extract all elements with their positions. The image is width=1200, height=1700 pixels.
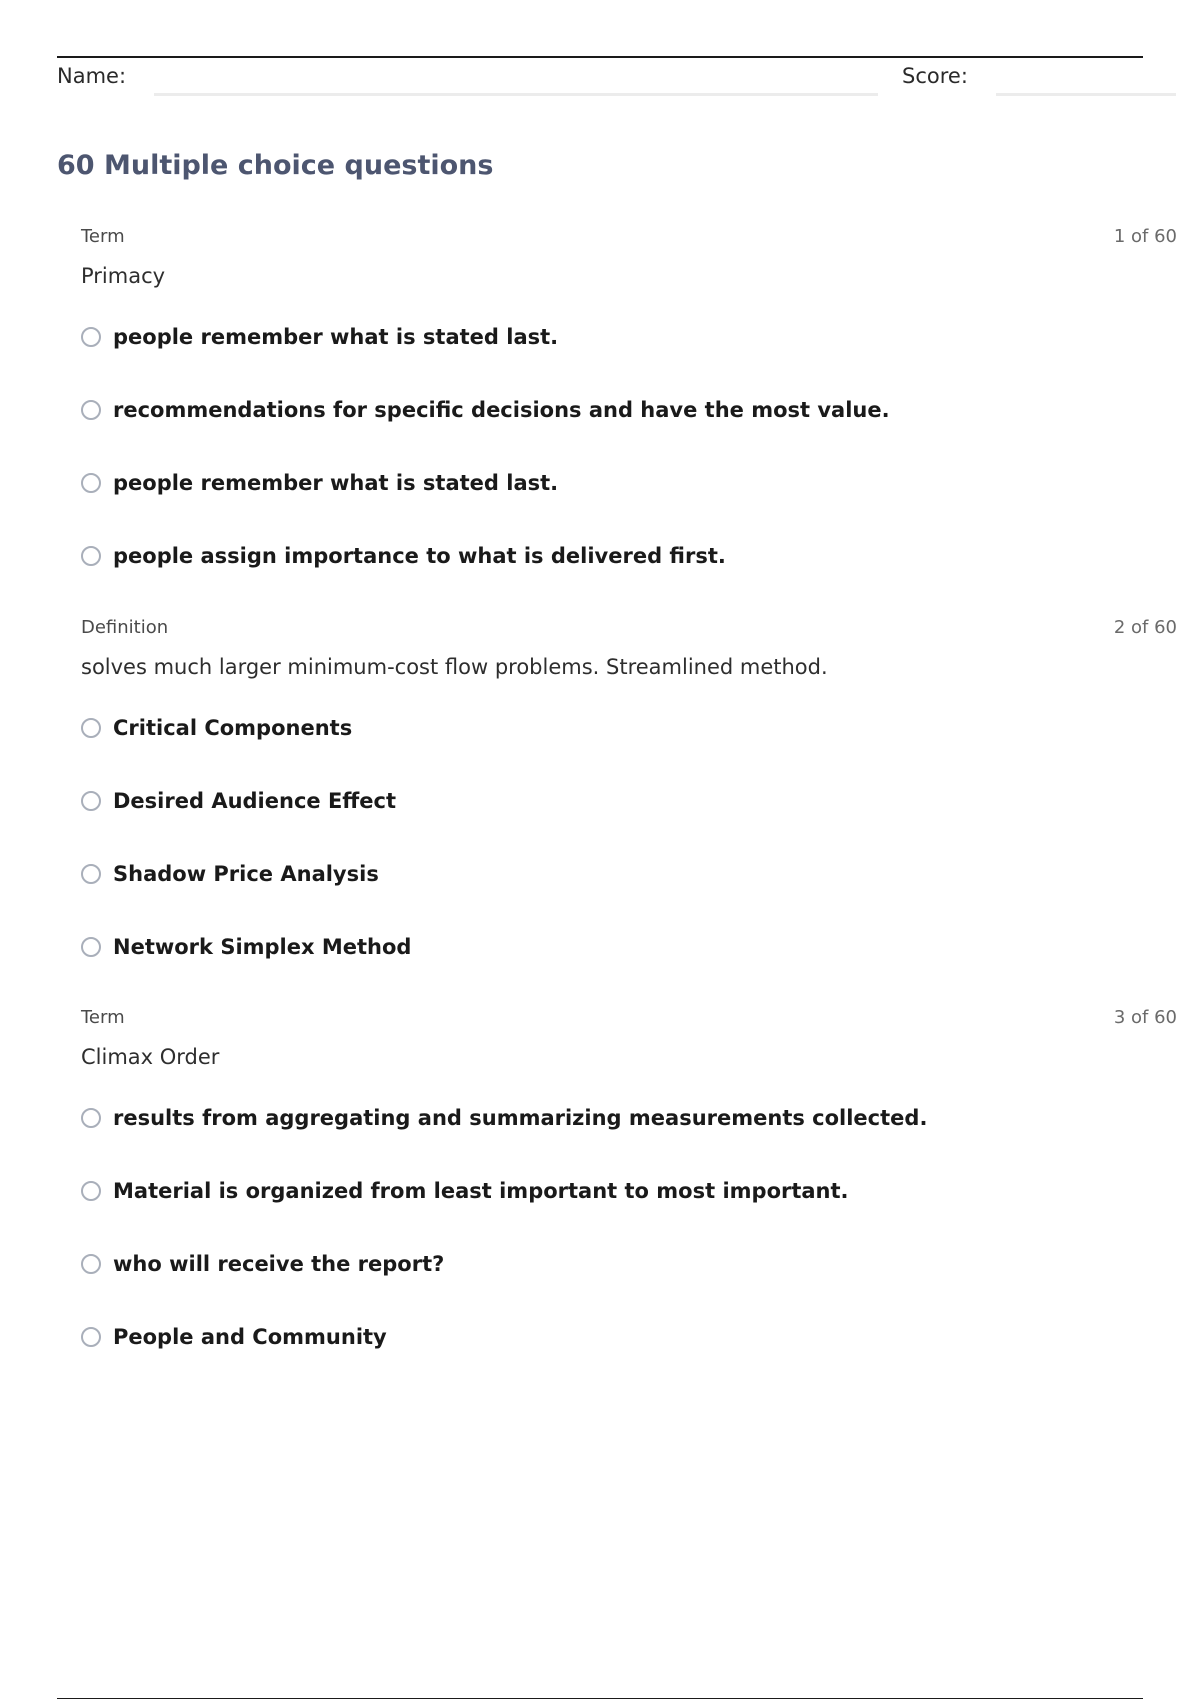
radio-icon[interactable] [81, 400, 101, 420]
answer-text: Shadow Price Analysis [113, 862, 379, 886]
question-counter: 2 of 60 [1113, 617, 1177, 638]
bottom-divider [57, 1698, 1143, 1699]
question-counter: 1 of 60 [1113, 226, 1177, 247]
answer-text: People and Community [113, 1325, 387, 1349]
question-prompt: solves much larger minimum-cost flow problems. Streamlined method. [81, 655, 828, 679]
answer-option[interactable] [81, 395, 890, 425]
answer-text: Critical Components [113, 716, 353, 740]
question-kind: Definition [81, 617, 169, 638]
radio-icon[interactable] [81, 1327, 101, 1347]
radio-icon[interactable] [81, 937, 101, 957]
answer-option[interactable] [81, 541, 726, 571]
answer-option[interactable] [81, 786, 396, 816]
question-prompt: Climax Order [81, 1045, 220, 1069]
answer-option[interactable] [81, 713, 352, 743]
radio-icon[interactable] [81, 864, 101, 884]
name-field[interactable] [154, 93, 878, 96]
score-field[interactable] [996, 93, 1176, 96]
answer-text: results from aggregating and summarizing measurements collected. [113, 1106, 928, 1130]
radio-icon[interactable] [81, 791, 101, 811]
radio-icon[interactable] [81, 327, 101, 347]
answer-option[interactable] [81, 322, 558, 352]
radio-icon[interactable] [81, 718, 101, 738]
answer-text: people remember what is stated last. [113, 471, 559, 495]
answer-text: people remember what is stated last. [113, 325, 559, 349]
question-kind: Term [81, 226, 125, 247]
radio-icon[interactable] [81, 1181, 101, 1201]
question-counter: 3 of 60 [1113, 1007, 1177, 1028]
radio-icon[interactable] [81, 1108, 101, 1128]
radio-icon[interactable] [81, 1254, 101, 1274]
answer-text: Material is organized from least important to most important. [113, 1179, 849, 1203]
question-prompt: Primacy [81, 264, 166, 288]
name-label: Name: [57, 64, 127, 88]
answer-option[interactable] [81, 468, 558, 498]
answer-text: people assign importance to what is delivered first. [113, 544, 726, 568]
answer-text: who will receive the report? [113, 1252, 445, 1276]
radio-icon[interactable] [81, 473, 101, 493]
section-title: 60 Multiple choice questions [57, 150, 494, 181]
answer-option[interactable] [81, 1322, 387, 1352]
answer-option[interactable] [81, 932, 411, 962]
answer-option[interactable] [81, 1103, 927, 1133]
answer-option[interactable] [81, 1176, 849, 1206]
answer-option[interactable] [81, 1249, 444, 1279]
radio-icon[interactable] [81, 546, 101, 566]
answer-text: Network Simplex Method [113, 935, 412, 959]
score-label: Score: [902, 64, 968, 88]
answer-text: Desired Audience Effect [113, 789, 397, 813]
answer-option[interactable] [81, 859, 379, 889]
question-kind: Term [81, 1007, 125, 1028]
answer-text: recommendations for specific decisions and have the most value. [113, 398, 890, 422]
top-divider [57, 56, 1143, 58]
